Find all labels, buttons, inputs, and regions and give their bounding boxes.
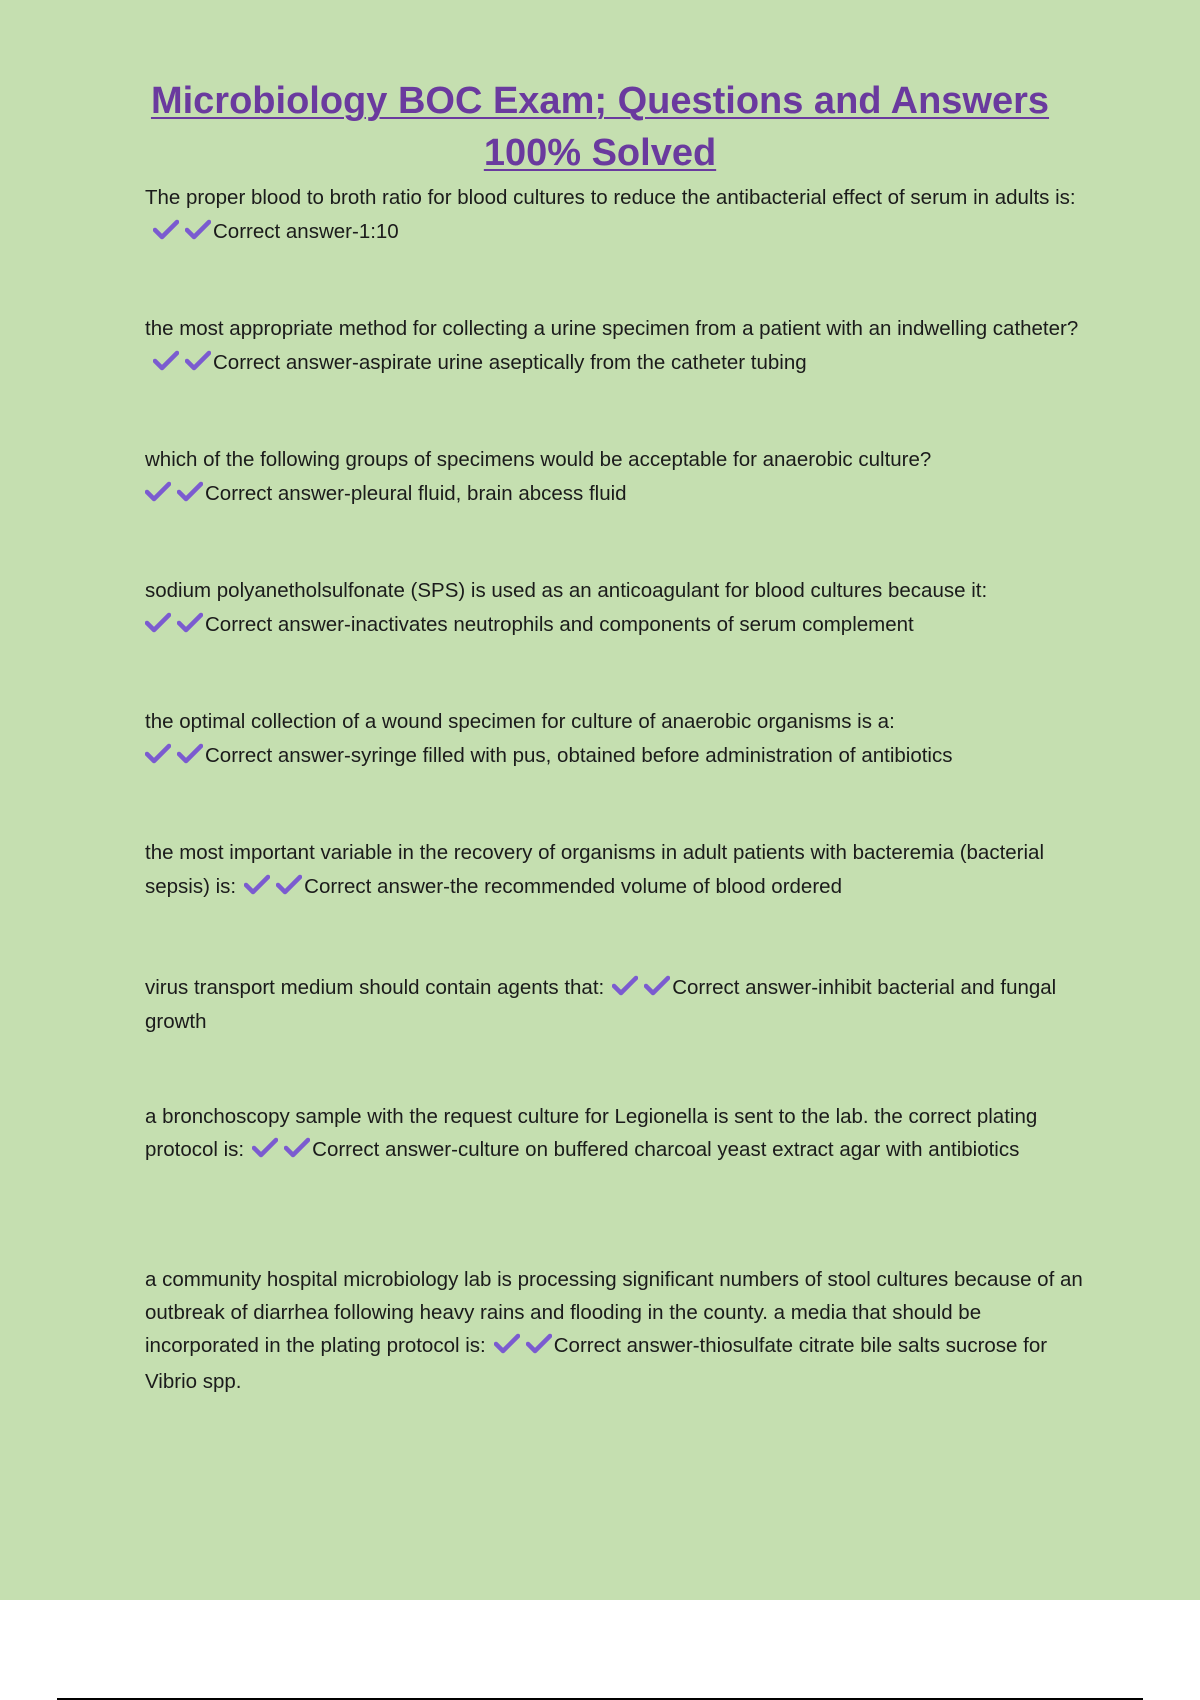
answer-prefix: Correct answer- [213, 351, 359, 374]
double-check-icon [252, 1136, 310, 1169]
qa-item [145, 574, 1085, 645]
answer-prefix: Correct answer- [304, 875, 450, 898]
answer-text: inhibit bacterial and fungal growth [145, 976, 1057, 1033]
answer-text: syringe filled with pus, obtained before administration of antibiotics [350, 744, 953, 767]
answer-prefix: Correct answer- [205, 482, 351, 505]
double-check-icon [145, 480, 203, 514]
double-check-icon [612, 975, 670, 1006]
question-text: the optimal collection of a wound specimen for culture of anaerobic organisms is a: [145, 710, 895, 733]
answer-text: inactivates neutrophils and components of serum complement [350, 613, 914, 636]
qa-item [145, 1100, 1085, 1169]
qa-item [145, 705, 1085, 776]
qa-item [145, 312, 1085, 383]
answer-prefix: Correct answer- [205, 613, 351, 636]
question-text: a bronchoscopy sample with the request culture for Legionella is sent to the lab. the correct plating protocol is: [145, 1105, 1038, 1161]
question-text: which of the following groups of specimens would be acceptable for anaerobic culture? [145, 448, 932, 471]
qa-item [145, 972, 1085, 1037]
answer-prefix: Correct answer- [205, 744, 351, 767]
answer-prefix: Correct answer- [672, 976, 819, 999]
double-check-icon [153, 349, 211, 383]
answer-prefix: Correct answer- [312, 1138, 458, 1161]
question-text: a community hospital microbiology lab is processing significant numbers of stool cultures because of an outbreak of diarrhea following heavy rains and flooding in the county. a media that should be incorporated in the plating protocol is: [145, 1268, 1083, 1357]
qa-item [145, 181, 1085, 252]
double-check-icon [244, 873, 302, 907]
double-check-icon [145, 742, 203, 776]
answer-text: aspirate urine aseptically from the catheter tubing [358, 351, 807, 374]
answer-text: pleural fluid, brain abcess fluid [350, 482, 627, 505]
answer-prefix: Correct answer- [553, 1334, 700, 1357]
qa-item [145, 1263, 1085, 1398]
answer-prefix: Correct answer- [213, 220, 359, 243]
document-title: Microbiology BOC Exam; Questions and Answers 100% Solved [150, 80, 1050, 174]
question-text: The proper blood to broth ratio for blood cultures to reduce the antibacterial effect of serum in adults is: [145, 186, 1076, 209]
qa-item [145, 443, 1085, 514]
double-check-icon [145, 611, 203, 645]
question-text: the most important variable in the recovery of organisms in adult patients with bacteremia (bacterial sepsis) is: [145, 841, 1045, 898]
answer-text: culture on buffered charcoal yeast extract agar with antibiotics [457, 1138, 1020, 1161]
double-check-icon [153, 218, 211, 252]
answer-text: the recommended volume of blood ordered [449, 875, 842, 898]
question-text: virus transport medium should contain agents that: [145, 976, 605, 999]
answer-text: 1:10 [358, 220, 399, 243]
question-text: sodium polyanetholsulfonate (SPS) is used as an anticoagulant for blood cultures because it: [145, 579, 988, 602]
question-text: the most appropriate method for collecting a urine specimen from a patient with an indwelling catheter? [145, 317, 1079, 340]
answer-text: thiosulfate citrate bile salts sucrose for Vibrio spp. [145, 1334, 1048, 1393]
qa-item [145, 836, 1085, 907]
double-check-icon [494, 1332, 552, 1365]
